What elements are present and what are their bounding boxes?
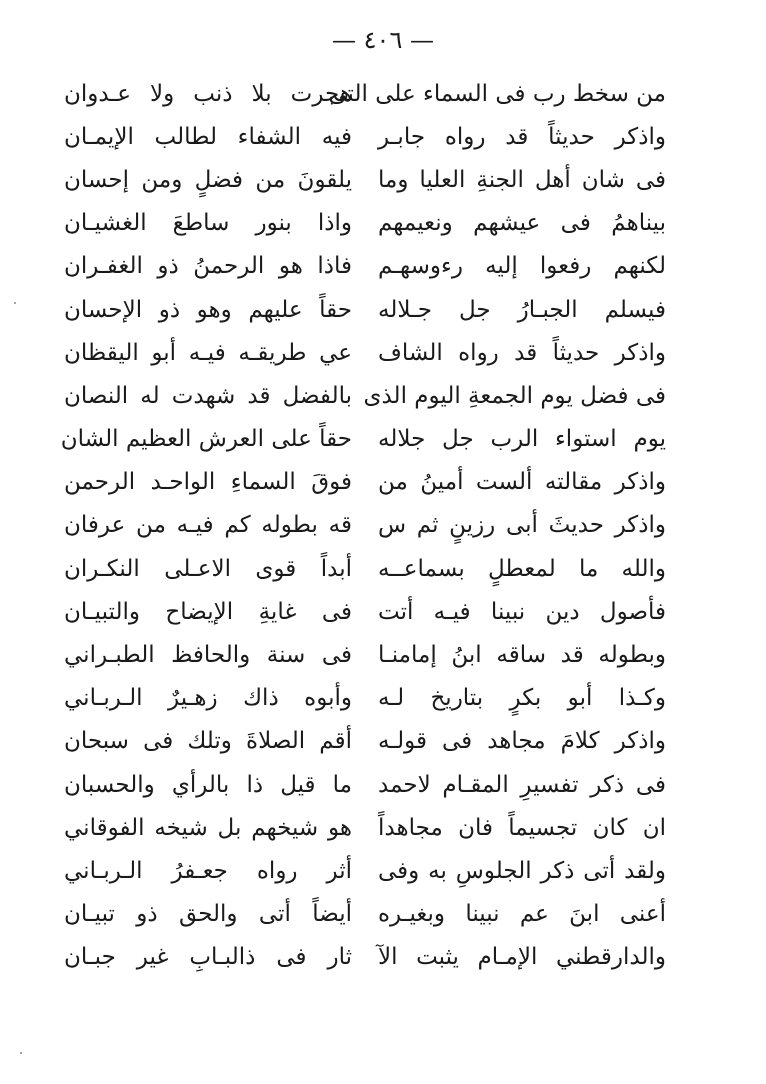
first-hemistich: واذكر حديثَ أبى رزينٍ ثم س [378,512,666,539]
verse-line [64,158,666,201]
second-hemistich: بالفضل قد شهدت له النصان [64,382,352,409]
verse-line [64,331,666,374]
first-hemistich: واذكر حديثاً قد رواه الشاف [378,339,666,366]
second-hemistich: حقاً على العرش العظيم الشان [60,426,352,453]
verse-line [64,590,666,633]
first-hemistich: والدارقطني الإمـام يثبت الآ [378,944,666,971]
first-hemistich: والله ما لمعطلٍ بسماعــه [378,555,666,582]
first-hemistich: فيسلم الجبـارُ جل جـلاله [378,296,666,323]
second-hemistich: فوقَ السماءِ الواحـد الرحمن [64,469,352,496]
verse-line [60,418,666,461]
second-hemistich: ثار فى ذالبـابِ غير جبـان [64,944,352,971]
second-hemistich: وأبوه ذاك زهـيرٌ الـربـاني [64,685,352,712]
first-hemistich: فى شان أهل الجنةِ العليا وما [378,166,666,193]
first-hemistich: يوم استواء الرب جل جلاله [378,426,666,453]
margin-speck [14,302,16,304]
verse-line [64,893,666,936]
verse-line [64,461,666,504]
verse-line [64,72,666,115]
first-hemistich: وبطوله قد ساقه ابنُ إمامنـا [378,642,666,669]
second-hemistich: ما قيل ذا بالرأي والحسبان [64,771,352,798]
second-hemistich: عي طريقـه فيـه أبو اليقظان [64,339,352,366]
second-hemistich: أيضاً أتى والحق ذو تبيـان [64,901,352,928]
first-hemistich: واذكر كلامَ مجاهد فى قولـه [378,728,666,755]
verse-line [64,677,666,720]
first-hemistich: وكـذا أبو بكرٍ بتاريخ لـه [378,685,666,712]
verse-line [64,849,666,892]
second-hemistich: أبداً قوى الاعـلى النكـران [64,555,352,582]
verse-line [64,763,666,806]
first-hemistich: فى ذكر تفسيرِ المقـام لاحمد [378,771,666,798]
first-hemistich: لكنهم رفعوا إليه رءوسهـم [378,253,666,280]
margin-speck [20,1052,22,1054]
verse-line [64,806,666,849]
second-hemistich: فى سنة والحافظ الطبـراني [64,642,352,669]
verse-line [64,288,666,331]
first-hemistich: أعنى ابنَ عم نبينا وبغيـره [378,901,666,928]
second-hemistich: هجرت بلا ذنب ولا عـدوان [64,80,352,107]
second-hemistich: هو شيخهم بل شيخه الفوقاني [64,814,352,841]
first-hemistich: فأصول دين نبينا فيـه أتت [378,598,666,625]
first-hemistich: بيناهمُ فى عيشهم ونعيمهم [378,210,666,237]
second-hemistich: أقم الصلاةَ وتلك فى سبحان [64,728,352,755]
second-hemistich: فيه الشفاء لطالب الإيمـان [64,123,352,150]
second-hemistich: أثر رواه جعـفرُ الـربـاني [64,857,352,884]
second-hemistich: واذا بنور ساطعَ الغشيـان [64,210,352,237]
first-hemistich: ان كان تجسيماً فان مجاهداً [378,814,666,841]
first-hemistich: من سخط رب فى السماء على التى [328,80,666,107]
page-number: — ٤٠٦ — [332,26,434,54]
verse-line [64,504,666,547]
second-hemistich: فى غايةِ الإيضاح والتبيـان [64,598,352,625]
verse-line [64,633,666,676]
verse-line [64,245,666,288]
first-hemistich: واذكر مقالته ألست أمينُ من [378,469,666,496]
second-hemistich: قه بطوله كم فيـه من عرفان [64,512,352,539]
poem-body [60,72,666,979]
verse-line [64,374,666,417]
verse-line [64,202,666,245]
first-hemistich: فى فضل يوم الجمعةِ اليوم الذى [363,382,666,409]
second-hemistich: حقاً عليهم وهو ذو الإحسان [64,296,352,323]
verse-line [64,547,666,590]
verse-line [64,936,666,979]
verse-line [64,115,666,158]
first-hemistich: واذكر حديثاً قد رواه جابـر [378,123,666,150]
second-hemistich: فاذا هو الرحمنُ ذو الغفـران [64,253,352,280]
second-hemistich: يلقونَ من فضلٍ ومن إحسان [64,166,352,193]
first-hemistich: ولقد أتى ذكر الجلوسِ به وفى [378,857,666,884]
verse-line [64,720,666,763]
